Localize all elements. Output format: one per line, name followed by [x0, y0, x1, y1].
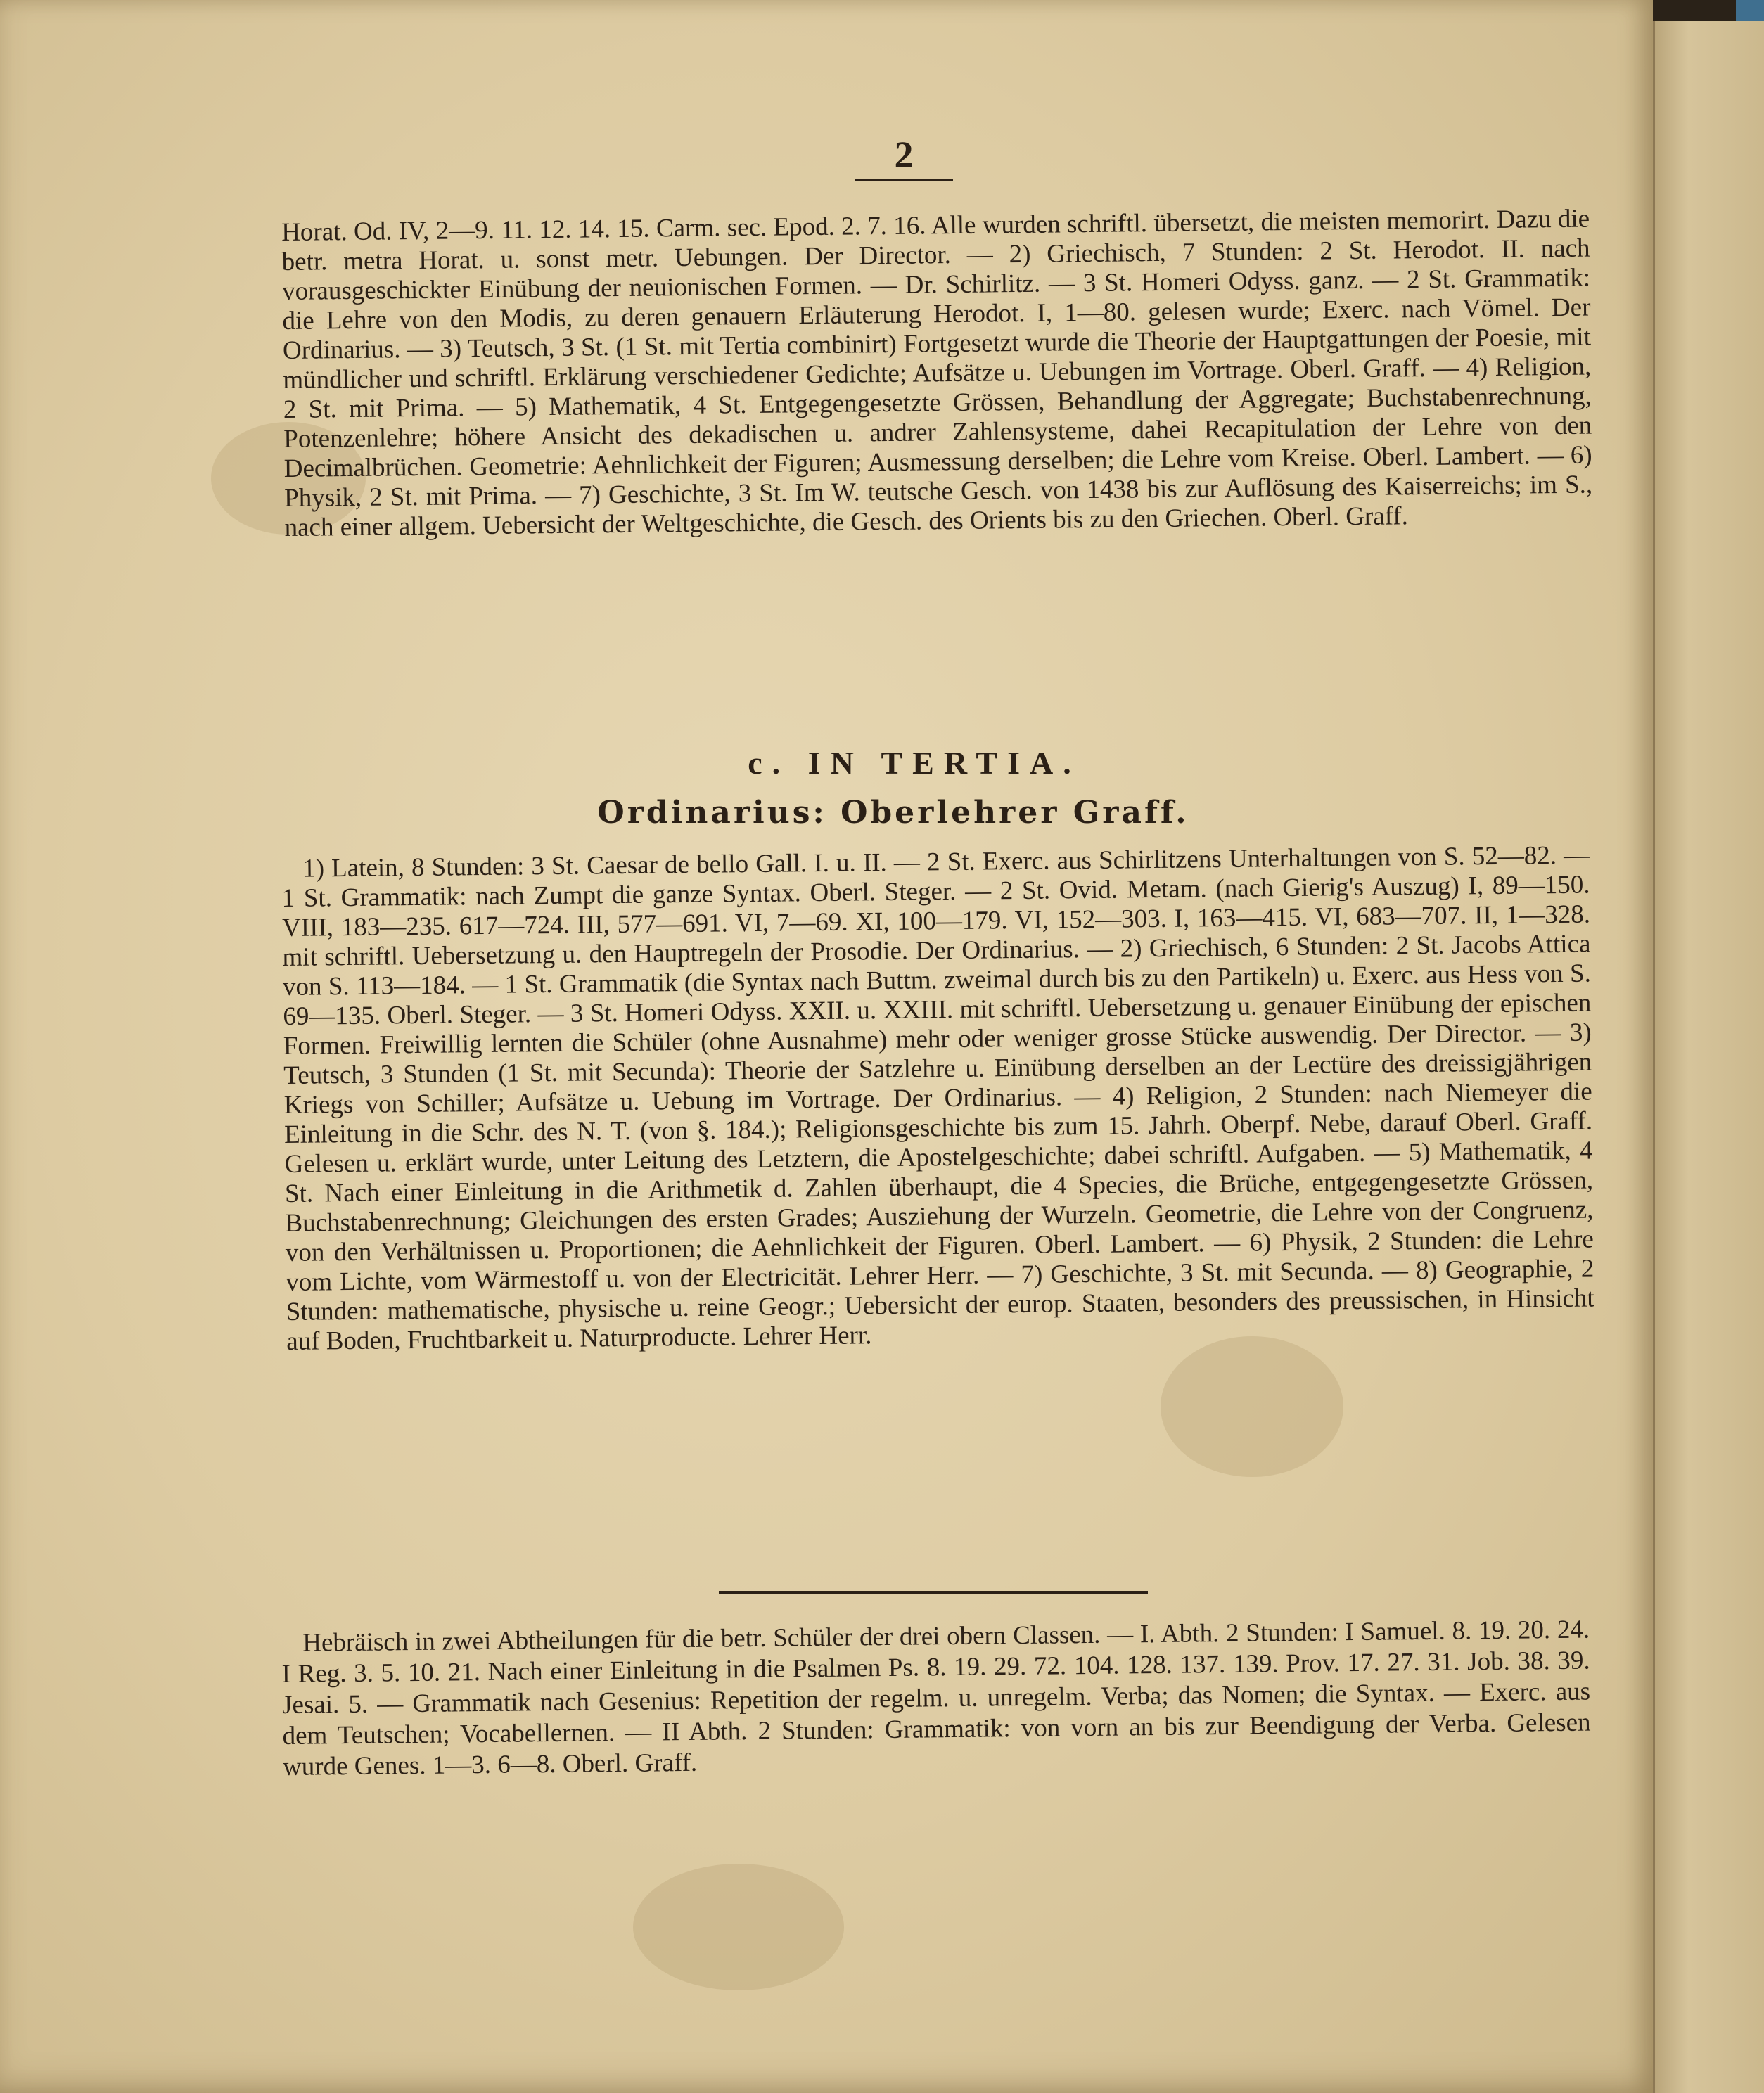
- page-number-underline: [855, 179, 953, 181]
- tertia-section: [281, 841, 1594, 1357]
- secunda-continued-section: [281, 205, 1593, 543]
- paper-stain: [1161, 1336, 1343, 1477]
- hebrew-paragraph: Hebräisch in zwei Abtheilungen für die betr. Schüler der drei obern Classen. — I. Abth. 2 Stunden: I Samuel. 8. 19. 20. 24. I Reg. 3. 5. 10. 21. Nach einer Einleitung in die Psalmen Ps. 8. 19. 29. 72. 104. 128. 137. 139. Prov. 17. 27. 31. Job. 38. 39. Jesai. 5. — Grammatik nach Gesenius: Repetition der regelm. u. unregelm. Verba; das Nomen; die Syntax. — Exerc. aus dem Teutschen; Vocabellernen. — II Abth. 2 Stunden: Grammatik: von vorn an bis zur Beendigung der Verba. Gelesen wurde Genes. 1—3. 6—8. Oberl. Graff.: [281, 1615, 1591, 1781]
- section-divider: [719, 1591, 1148, 1594]
- tertia-heading: c. IN TERTIA.: [748, 745, 1081, 781]
- page-header: [851, 134, 957, 181]
- hebrew-section: [281, 1615, 1591, 1783]
- secunda-paragraph: Horat. Od. IV, 2—9. 11. 12. 14. 15. Carm. sec. Epod. 2. 7. 16. Alle wurden schriftl. übersetzt, die meisten memorirt. Dazu die betr. metra Horat. u. sonst metr. Uebungen. Der Director. — 2) Griechisch, 7 Stunden: 2 St. Herodot. II. nach vorausgeschickter Einübung der neuionischen Formen. — Dr. Schirlitz. — 3 St. Homeri Odyss. ganz. — 2 St. Grammatik: die Lehre von den Modis, zu deren genauern Erläuterung Herodot. I, 1—80. gelesen wurde; Exerc. nach Vömel. Der Ordinarius. — 3) Teutsch, 3 St. (1 St. mit Tertia combinirt) Fortgesetzt wurde die Theorie der Hauptgattungen der Poesie, mit mündlicher und schriftl. Erklärung verschiedener Gedichte; Aufsätze u. Uebungen im Vortrage. Oberl. Graff. — 4) Religion, 2 St. mit Prima. — 5) Mathematik, 4 St. Entgegengesetzte Grössen, Behandlung der Aggregate; Buchstabenrechnung, Potenzenlehre; höhere Ansicht des dekadischen u. andrer Zahlensysteme, dahei Recapitulation der Lehre von den Decimalbrüchen. Geometrie: Aehnlichkeit der Figuren; Ausmessung derselben; die Lehre vom Kreise. Oberl. Lambert. — 6) Physik, 2 St. mit Prima. — 7) Geschichte, 3 St. Im W. teutsche Gesch. von 1438 bis zur Auflösung des Kaiserreichs; im S., nach einer allgem. Uebersicht der Weltgeschichte, die Gesch. des Orients bis zu den Griechen. Oberl. Graff.: [281, 204, 1593, 542]
- paper-stain: [633, 1864, 844, 1990]
- tertia-paragraph: 1) Latein, 8 Stunden: 3 St. Caesar de bello Gall. I. u. II. — 2 St. Exerc. aus Schirlitzens Unterhaltungen von S. 52—82. — 1 St. Grammatik: nach Zumpt die ganze Syntax. Oberl. Steger. — 2 St. Ovid. Metam. (nach Gierig's Auszug) I, 89—150. VIII, 183—235. 617—724. III, 577—691. VI, 7—69. XI, 100—179. VI, 152—303. I, 163—415. VI, 683—707. II, 1—328. mit schriftl. Uebersetzung u. den Hauptregeln der Prosodie. Der Ordinarius. — 2) Griechisch, 6 Stunden: 2 St. Jacobs Attica von S. 113—184. — 1 St. Grammatik (die Syntax nach Buttm. zweimal durch bis zu den Partikeln) u. Exerc. aus Hess von S. 69—135. Oberl. Steger. — 3 St. Homeri Odyss. XXII. u. XXIII. mit schriftl. Uebersetzung u. genauer Einübung der epischen Formen. Freiwillig lernten die Schüler (ohne Ausnahme) mehr oder weniger grosse Stücke auswendig. Der Director. — 3) Teutsch, 3 Stunden (1 St. mit Secunda): Theorie der Satzlehre u. Einübung derselben an der Lectüre des dreissigjährigen Kriegs von Schiller; Aufsätze u. Uebung im Vortrage. Der Ordinarius. — 4) Religion, 2 Stunden: nach Niemeyer die Einleitung in die Schr. des N. T. (von §. 184.); Religionsgeschichte bis zum 15. Jahrh. Oberpf. Nebe, darauf Oberl. Graff. Gelesen u. erklärt wurde, unter Leitung des Letztern, die Apostelgeschichte; dabei schriftl. Aufgaben. — 5) Mathematik, 4 St. Nach einer Einleitung in die Arithmetik d. Zahlen überhaupt, die 4 Species, die Brüche, entgegengesetzte Grössen, Buchstabenrechnung; Gleichungen des ersten Grades; Ausziehung der Wurzeln. Geometrie, die Lehre von der Congruenz, von den Verhältnissen u. Proportionen; die Aehnlichkeit der Figuren. Oberl. Lambert. — 6) Physik, 2 Stunden: die Lehre vom Lichte, vom Wärmestoff u. von der Electricität. Lehrer Herr. — 7) Geschichte, 3 St. mit Secunda. — 8) Geographie, 2 Stunden: mathematische, physische u. reine Geogr.; Uebersicht der europ. Staaten, besonders des preussischen, in Hinsicht auf Boden, Fruchtbarkeit u. Naturproducte. Lehrer Herr.: [281, 840, 1594, 1356]
- tertia-subheading: Ordinarius: Oberlehrer Graff.: [597, 795, 1189, 831]
- adjacent-page-edge: [1653, 21, 1764, 2093]
- page-number: 2: [894, 134, 914, 176]
